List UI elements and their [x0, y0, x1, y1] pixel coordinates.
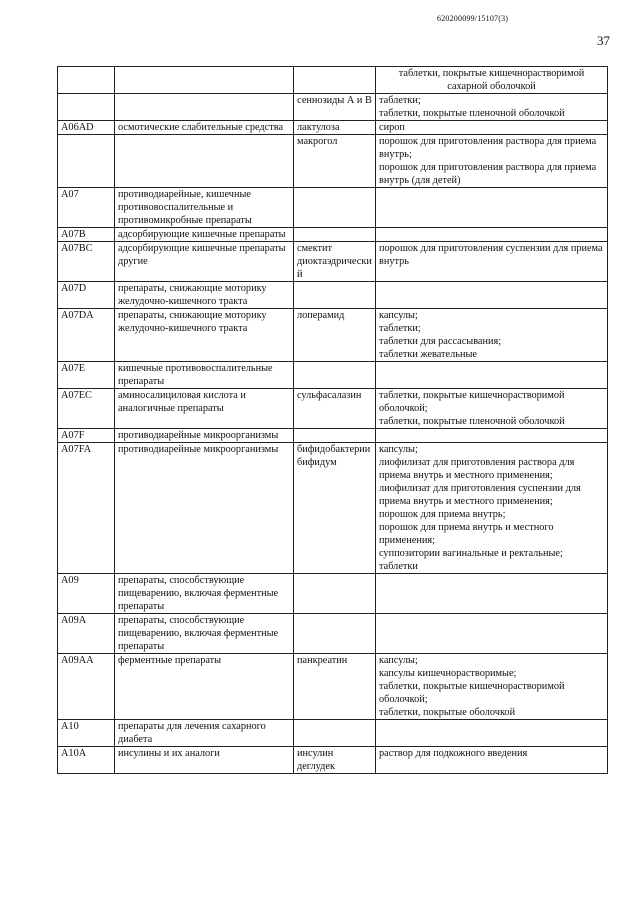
dosage-form-item: таблетки [379, 561, 418, 572]
inn-cell [294, 720, 376, 747]
table-row [58, 94, 608, 121]
dosage-form-item: таблетки; [379, 323, 421, 334]
medicines-table [57, 66, 608, 774]
atc-code-cell [58, 135, 115, 188]
table-row [58, 282, 608, 309]
atc-code-cell: A07EC [58, 389, 115, 429]
inn-cell: сульфасалазин [294, 389, 376, 429]
dosage-form-item: суппозитории вагинальные и ректальные; [379, 548, 563, 559]
table-row [58, 67, 608, 94]
inn-cell [294, 574, 376, 614]
dosage-form-item: порошок для приготовления раствора для приема внутрь; [379, 136, 597, 160]
dosage-forms-cell [376, 242, 608, 282]
dosage-form-item: раствор для подкожного введения [379, 748, 528, 759]
inn-cell [294, 429, 376, 443]
anatomical-group-cell: препараты, снижающие моторику желудочно-кишечного тракта [115, 309, 294, 362]
dosage-form-item: порошок для приготовления суспензии для приема внутрь [379, 243, 603, 267]
anatomical-group-cell: препараты для лечения сахарного диабета [115, 720, 294, 747]
dosage-forms-cell [376, 389, 608, 429]
inn-cell [294, 614, 376, 654]
dosage-forms-cell [376, 443, 608, 574]
inn-cell: сеннозиды А и В [294, 94, 376, 121]
document-id: 620200099/15107(3) [437, 14, 509, 23]
table-row [58, 574, 608, 614]
anatomical-group-cell: адсорбирующие кишечные препараты другие [115, 242, 294, 282]
table-row [58, 362, 608, 389]
atc-code-cell: A09A [58, 614, 115, 654]
anatomical-group-cell: препараты, снижающие моторику желудочно-кишечного тракта [115, 282, 294, 309]
table-row [58, 443, 608, 574]
table-row [58, 242, 608, 282]
dosage-form-item: сироп [379, 122, 405, 133]
table-row [58, 654, 608, 720]
atc-code-cell: A06AD [58, 121, 115, 135]
inn-cell: бифидобактерии бифидум [294, 443, 376, 574]
atc-code-cell: A07D [58, 282, 115, 309]
dosage-form-item: таблетки, покрытые оболочкой [379, 707, 516, 718]
atc-code-cell: A07BC [58, 242, 115, 282]
atc-code-cell: A07 [58, 188, 115, 228]
inn-cell: смектит диоктаэдрический [294, 242, 376, 282]
table-row [58, 389, 608, 429]
inn-cell: панкреатин [294, 654, 376, 720]
inn-cell: лоперамид [294, 309, 376, 362]
dosage-form-item: капсулы; [379, 444, 418, 455]
dosage-form-item: лиофилизат для приготовления суспензии для приема внутрь и местного применения; [379, 483, 581, 507]
dosage-form-item: капсулы; [379, 655, 418, 666]
atc-code-cell: A09AA [58, 654, 115, 720]
atc-code-cell: A07E [58, 362, 115, 389]
atc-code-cell: A07B [58, 228, 115, 242]
dosage-forms-cell [376, 574, 608, 614]
dosage-forms-cell [376, 121, 608, 135]
dosage-forms-cell [376, 720, 608, 747]
dosage-form-item: порошок для приема внутрь; [379, 509, 506, 520]
page-number: 37 [597, 33, 610, 48]
dosage-form-item: капсулы кишечнорастворимые; [379, 668, 517, 679]
dosage-form-item: таблетки, покрытые пленочной оболочкой [379, 416, 565, 427]
medicines-table-body [58, 67, 608, 774]
inn-cell: макрогол [294, 135, 376, 188]
dosage-form-item: таблетки; [379, 95, 421, 106]
dosage-form-item: таблетки, покрытые кишечнорастворимой оболочкой; [379, 390, 565, 414]
table-row [58, 720, 608, 747]
table-row [58, 747, 608, 774]
atc-code-cell: A07FA [58, 443, 115, 574]
dosage-forms-cell [376, 135, 608, 188]
atc-code-cell: A10 [58, 720, 115, 747]
anatomical-group-cell: противодиарейные, кишечные противовоспалительные и противомикробные препараты [115, 188, 294, 228]
inn-cell [294, 282, 376, 309]
inn-cell [294, 362, 376, 389]
anatomical-group-cell [115, 94, 294, 121]
atc-code-cell: A10A [58, 747, 115, 774]
dosage-forms-cell [376, 67, 608, 94]
dosage-form-item: таблетки, покрытые кишечнорастворимой оболочкой; [379, 681, 565, 705]
dosage-forms-cell [376, 654, 608, 720]
dosage-form-item: капсулы; [379, 310, 418, 321]
anatomical-group-cell: противодиарейные микроорганизмы [115, 443, 294, 574]
anatomical-group-cell: аминосалициловая кислота и аналогичные препараты [115, 389, 294, 429]
atc-code-cell: A09 [58, 574, 115, 614]
dosage-form-item: сахарной оболочкой [447, 81, 536, 92]
table-row [58, 135, 608, 188]
dosage-forms-cell [376, 747, 608, 774]
dosage-form-item: таблетки, покрытые пленочной оболочкой [379, 108, 565, 119]
dosage-form-item: таблетки жевательные [379, 349, 477, 360]
table-row [58, 429, 608, 443]
dosage-form-item: порошок для приема внутрь и местного применения; [379, 522, 554, 546]
table-row [58, 228, 608, 242]
anatomical-group-cell: ферментные препараты [115, 654, 294, 720]
inn-cell: инсулин деглудек [294, 747, 376, 774]
anatomical-group-cell: препараты, способствующие пищеварению, включая ферментные препараты [115, 614, 294, 654]
atc-code-cell [58, 67, 115, 94]
dosage-forms-cell [376, 309, 608, 362]
dosage-form-item: порошок для приготовления раствора для приема внутрь (для детей) [379, 162, 597, 186]
anatomical-group-cell [115, 135, 294, 188]
dosage-form-item: таблетки для рассасывания; [379, 336, 502, 347]
dosage-forms-cell [376, 94, 608, 121]
table-row [58, 309, 608, 362]
anatomical-group-cell: кишечные противовоспалительные препараты [115, 362, 294, 389]
anatomical-group-cell [115, 67, 294, 94]
anatomical-group-cell: осмотические слабительные средства [115, 121, 294, 135]
anatomical-group-cell: инсулины и их аналоги [115, 747, 294, 774]
dosage-forms-cell [376, 282, 608, 309]
table-row [58, 188, 608, 228]
dosage-forms-cell [376, 228, 608, 242]
table-row [58, 121, 608, 135]
table-row [58, 614, 608, 654]
dosage-form-item: лиофилизат для приготовления раствора для приема внутрь и местного применения; [379, 457, 575, 481]
dosage-forms-cell [376, 188, 608, 228]
atc-code-cell: A07F [58, 429, 115, 443]
dosage-form-item: таблетки, покрытые кишечнорастворимой [398, 68, 585, 79]
inn-cell: лактулоза [294, 121, 376, 135]
anatomical-group-cell: адсорбирующие кишечные препараты [115, 228, 294, 242]
atc-code-cell: A07DA [58, 309, 115, 362]
dosage-forms-cell [376, 614, 608, 654]
dosage-forms-cell [376, 362, 608, 389]
inn-cell [294, 188, 376, 228]
inn-cell [294, 228, 376, 242]
atc-code-cell [58, 94, 115, 121]
inn-cell [294, 67, 376, 94]
dosage-forms-cell [376, 429, 608, 443]
anatomical-group-cell: препараты, способствующие пищеварению, включая ферментные препараты [115, 574, 294, 614]
anatomical-group-cell: противодиарейные микроорганизмы [115, 429, 294, 443]
